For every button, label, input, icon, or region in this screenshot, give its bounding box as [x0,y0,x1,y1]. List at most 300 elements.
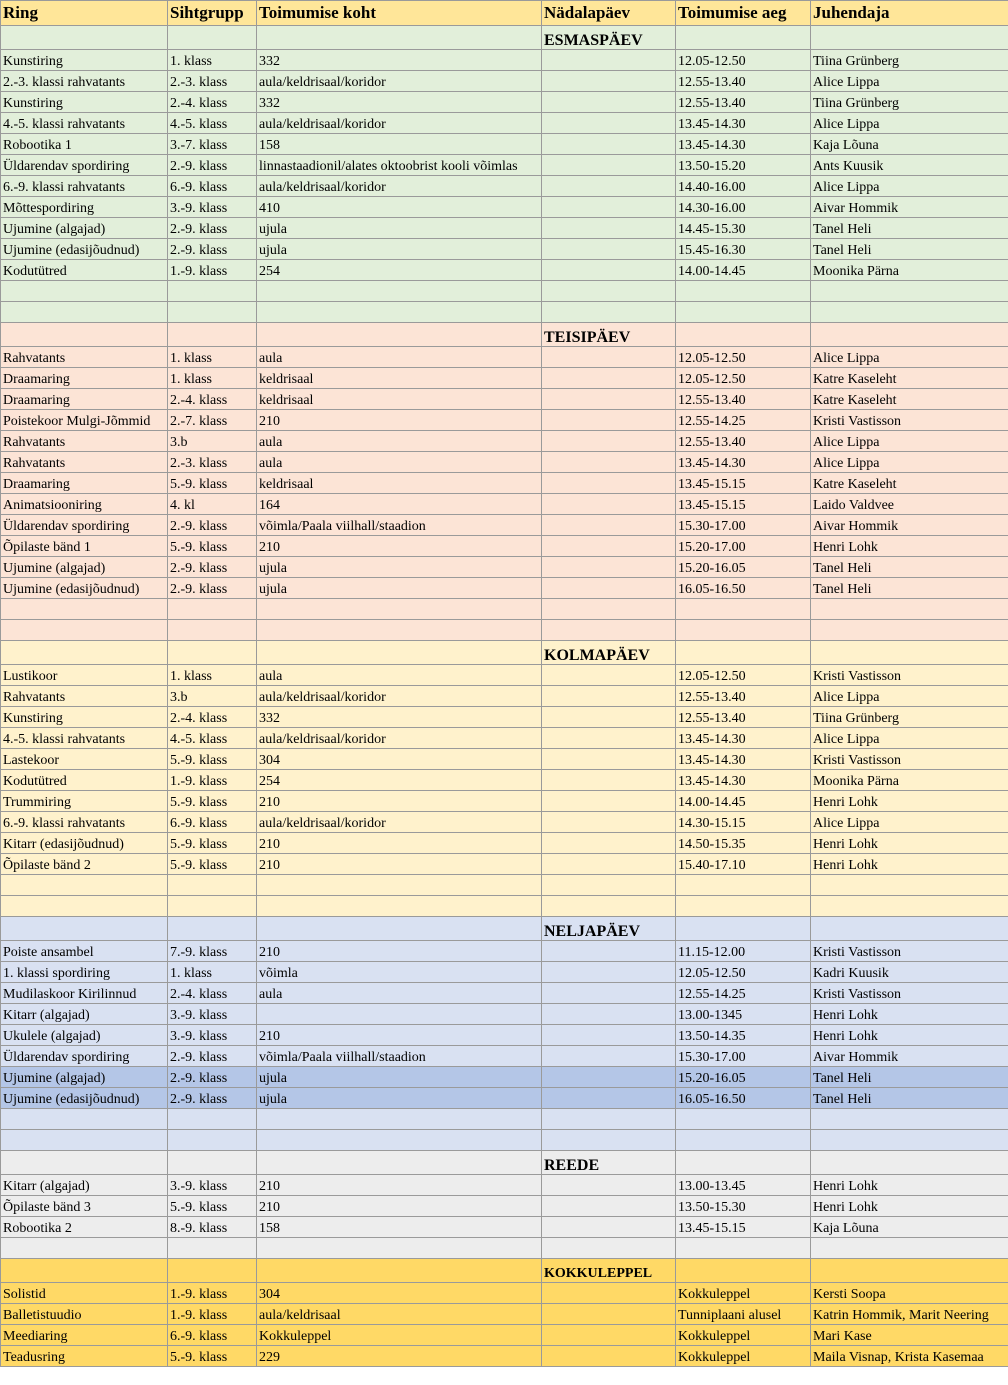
cell-toimumise-aeg: 12.05-12.50 [676,347,811,368]
cell-ring: 4.-5. klassi rahvatants [1,728,168,749]
day-name: KOLMAPÄEV [542,641,676,665]
cell-sihtgrupp: 7.-9. klass [168,941,257,962]
cell-ring: Trummiring [1,791,168,812]
table-row [1,1088,1008,1109]
cell-toimumise-koht: 304 [257,1283,542,1304]
cell-toimumise-koht: 210 [257,1025,542,1046]
day-header-row [1,1259,1008,1283]
cell-toimumise-aeg: 13.50-15.30 [676,1196,811,1217]
empty-cell [676,1151,811,1175]
cell-nadalapaev [542,1217,676,1238]
cell-toimumise-koht: keldrisaal [257,389,542,410]
cell-nadalapaev [542,1283,676,1304]
empty-cell [168,1151,257,1175]
cell-toimumise-koht: aula [257,452,542,473]
empty-cell [542,896,676,917]
cell-sihtgrupp: 1.-9. klass [168,1283,257,1304]
empty-cell [257,620,542,641]
table-row [1,1175,1008,1196]
cell-toimumise-koht: keldrisaal [257,368,542,389]
empty-cell [676,917,811,941]
header-toimumise-koht: Toimumise koht [257,1,542,26]
empty-cell [1,26,168,50]
cell-nadalapaev [542,728,676,749]
cell-sihtgrupp: 2.-3. klass [168,71,257,92]
empty-cell [811,875,1008,896]
cell-toimumise-koht: 254 [257,770,542,791]
table-row [1,536,1008,557]
day-name: ESMASPÄEV [542,26,676,50]
cell-ring: 6.-9. klassi rahvatants [1,176,168,197]
header-row [1,1,1008,26]
cell-toimumise-aeg: 13.50-14.35 [676,1025,811,1046]
empty-cell [257,323,542,347]
empty-cell [1,1109,168,1130]
cell-toimumise-koht: 332 [257,707,542,728]
cell-ring: Kunstiring [1,50,168,71]
table-row [1,1004,1008,1025]
empty-cell [811,917,1008,941]
cell-sihtgrupp: 2.-9. klass [168,239,257,260]
empty-cell [168,281,257,302]
cell-toimumise-aeg: 12.55-13.40 [676,92,811,113]
cell-nadalapaev [542,410,676,431]
empty-cell [676,641,811,665]
cell-ring: Draamaring [1,473,168,494]
cell-toimumise-koht: võimla [257,962,542,983]
cell-toimumise-koht: ujula [257,1088,542,1109]
cell-sihtgrupp: 6.-9. klass [168,1325,257,1346]
cell-sihtgrupp: 5.-9. klass [168,791,257,812]
cell-nadalapaev [542,347,676,368]
cell-sihtgrupp: 5.-9. klass [168,473,257,494]
cell-juhendaja: Mari Kase [811,1325,1008,1346]
cell-sihtgrupp: 2.-9. klass [168,557,257,578]
cell-nadalapaev [542,368,676,389]
day-name: TEISIPÄEV [542,323,676,347]
cell-nadalapaev [542,239,676,260]
cell-sihtgrupp: 3.-9. klass [168,197,257,218]
cell-nadalapaev [542,473,676,494]
cell-nadalapaev [542,536,676,557]
table-row [1,686,1008,707]
cell-sihtgrupp: 1. klass [168,50,257,71]
cell-nadalapaev [542,686,676,707]
cell-toimumise-koht: 332 [257,50,542,71]
cell-toimumise-koht: ujula [257,557,542,578]
cell-toimumise-koht: aula [257,431,542,452]
table-row [1,791,1008,812]
cell-sihtgrupp: 3.b [168,686,257,707]
cell-juhendaja: Tanel Heli [811,578,1008,599]
cell-sihtgrupp: 5.-9. klass [168,833,257,854]
cell-ring: Üldarendav spordiring [1,515,168,536]
empty-cell [1,1259,168,1283]
cell-ring: Kunstiring [1,707,168,728]
cell-nadalapaev [542,50,676,71]
cell-juhendaja: Kristi Vastisson [811,941,1008,962]
cell-ring: Kitarr (algajad) [1,1175,168,1196]
cell-toimumise-koht: ujula [257,239,542,260]
cell-juhendaja: Henri Lohk [811,536,1008,557]
cell-nadalapaev [542,1346,676,1367]
cell-juhendaja: Aivar Hommik [811,197,1008,218]
cell-juhendaja: Alice Lippa [811,812,1008,833]
cell-juhendaja: Alice Lippa [811,347,1008,368]
cell-ring: Solistid [1,1283,168,1304]
table-row [1,1067,1008,1088]
empty-cell [257,875,542,896]
table-row [1,71,1008,92]
cell-toimumise-koht: 210 [257,410,542,431]
cell-ring: Kunstiring [1,92,168,113]
cell-juhendaja: Katre Kaseleht [811,473,1008,494]
empty-cell [676,620,811,641]
cell-nadalapaev [542,854,676,875]
day-header-row [1,1151,1008,1175]
cell-ring: Teadusring [1,1346,168,1367]
cell-sihtgrupp: 1. klass [168,347,257,368]
table-row [1,1346,1008,1367]
cell-sihtgrupp: 5.-9. klass [168,536,257,557]
cell-toimumise-aeg: 12.55-14.25 [676,410,811,431]
cell-toimumise-koht: 229 [257,1346,542,1367]
cell-juhendaja: Alice Lippa [811,686,1008,707]
cell-nadalapaev [542,578,676,599]
cell-ring: Robootika 2 [1,1217,168,1238]
cell-juhendaja: Henri Lohk [811,854,1008,875]
empty-cell [168,1238,257,1259]
cell-juhendaja: Alice Lippa [811,71,1008,92]
table-row [1,983,1008,1004]
cell-sihtgrupp: 2.-4. klass [168,389,257,410]
cell-toimumise-aeg: 13.45-14.30 [676,452,811,473]
cell-toimumise-aeg: 13.45-14.30 [676,728,811,749]
table-row [1,665,1008,686]
cell-ring: Ujumine (algajad) [1,218,168,239]
empty-cell [1,917,168,941]
empty-cell [811,620,1008,641]
cell-sihtgrupp: 2.-9. klass [168,155,257,176]
empty-cell [1,1130,168,1151]
cell-toimumise-koht: aula/keldrisaal/koridor [257,71,542,92]
cell-juhendaja: Aivar Hommik [811,1046,1008,1067]
empty-cell [676,1238,811,1259]
table-row [1,770,1008,791]
cell-toimumise-koht: 210 [257,1175,542,1196]
cell-sihtgrupp: 1.-9. klass [168,770,257,791]
cell-ring: Rahvatants [1,686,168,707]
cell-toimumise-aeg: 12.05-12.50 [676,665,811,686]
cell-toimumise-koht: 158 [257,1217,542,1238]
cell-ring: Poiste ansambel [1,941,168,962]
empty-cell [811,1238,1008,1259]
cell-sihtgrupp: 5.-9. klass [168,749,257,770]
cell-nadalapaev [542,1067,676,1088]
empty-cell [168,26,257,50]
empty-row [1,620,1008,641]
table-row [1,452,1008,473]
cell-sihtgrupp: 5.-9. klass [168,854,257,875]
cell-sihtgrupp: 2.-9. klass [168,218,257,239]
cell-nadalapaev [542,1088,676,1109]
cell-juhendaja: Tanel Heli [811,218,1008,239]
table-row [1,197,1008,218]
table-row [1,833,1008,854]
empty-cell [676,599,811,620]
cell-sihtgrupp: 3.-9. klass [168,1004,257,1025]
cell-sihtgrupp: 4.-5. klass [168,728,257,749]
cell-juhendaja: Henri Lohk [811,833,1008,854]
cell-nadalapaev [542,431,676,452]
empty-cell [257,1130,542,1151]
empty-cell [257,302,542,323]
cell-toimumise-aeg: 12.05-12.50 [676,50,811,71]
cell-juhendaja: Moonika Pärna [811,260,1008,281]
cell-toimumise-koht: 210 [257,833,542,854]
table-row [1,134,1008,155]
table-row [1,1196,1008,1217]
cell-toimumise-aeg: Kokkuleppel [676,1283,811,1304]
cell-toimumise-aeg: 12.55-14.25 [676,983,811,1004]
cell-toimumise-koht: aula/keldrisaal [257,1304,542,1325]
cell-juhendaja: Alice Lippa [811,452,1008,473]
cell-nadalapaev [542,557,676,578]
header-sihtgrupp: Sihtgrupp [168,1,257,26]
cell-ring: Ujumine (edasijõudnud) [1,578,168,599]
cell-sihtgrupp: 4.-5. klass [168,113,257,134]
day-header-row [1,323,1008,347]
empty-row [1,302,1008,323]
cell-ring: Kodutütred [1,260,168,281]
cell-juhendaja: Ants Kuusik [811,155,1008,176]
empty-cell [542,1130,676,1151]
cell-toimumise-aeg: 13.00-1345 [676,1004,811,1025]
day-header-row [1,26,1008,50]
cell-toimumise-aeg: 13.45-14.30 [676,113,811,134]
cell-ring: Kitarr (algajad) [1,1004,168,1025]
table-row [1,1025,1008,1046]
cell-juhendaja: Tiina Grünberg [811,707,1008,728]
table-row [1,578,1008,599]
empty-cell [257,1151,542,1175]
empty-cell [811,26,1008,50]
cell-toimumise-koht: 304 [257,749,542,770]
table-row [1,239,1008,260]
empty-row [1,1109,1008,1130]
cell-juhendaja: Alice Lippa [811,176,1008,197]
cell-ring: Lustikoor [1,665,168,686]
cell-toimumise-koht: 210 [257,791,542,812]
cell-ring: Õpilaste bänd 2 [1,854,168,875]
cell-sihtgrupp: 2.-4. klass [168,92,257,113]
cell-toimumise-koht: aula [257,983,542,1004]
empty-cell [676,26,811,50]
cell-ring: Rahvatants [1,452,168,473]
cell-sihtgrupp: 2.-3. klass [168,452,257,473]
cell-sihtgrupp: 2.-4. klass [168,707,257,728]
empty-cell [1,599,168,620]
cell-juhendaja: Alice Lippa [811,113,1008,134]
empty-cell [811,599,1008,620]
cell-ring: Mudilaskoor Kirilinnud [1,983,168,1004]
cell-sihtgrupp: 2.-9. klass [168,1088,257,1109]
cell-juhendaja: Tanel Heli [811,557,1008,578]
table-row [1,260,1008,281]
empty-cell [811,896,1008,917]
table-row [1,473,1008,494]
cell-juhendaja: Tiina Grünberg [811,92,1008,113]
table-row [1,941,1008,962]
cell-juhendaja: Tanel Heli [811,1067,1008,1088]
cell-toimumise-koht: 254 [257,260,542,281]
cell-juhendaja: Kristi Vastisson [811,410,1008,431]
cell-sihtgrupp: 2.-9. klass [168,515,257,536]
cell-ring: 2.-3. klassi rahvatants [1,71,168,92]
empty-cell [542,1238,676,1259]
cell-juhendaja: Moonika Pärna [811,770,1008,791]
cell-sihtgrupp: 3.-7. klass [168,134,257,155]
table-row [1,749,1008,770]
empty-cell [676,302,811,323]
cell-ring: Draamaring [1,368,168,389]
empty-cell [1,896,168,917]
table-row [1,155,1008,176]
empty-cell [168,599,257,620]
cell-toimumise-koht: 164 [257,494,542,515]
empty-row [1,599,1008,620]
cell-ring: Draamaring [1,389,168,410]
cell-juhendaja: Katre Kaseleht [811,368,1008,389]
cell-nadalapaev [542,389,676,410]
cell-toimumise-koht: aula/keldrisaal/koridor [257,113,542,134]
table-row [1,1283,1008,1304]
cell-ring: Ujumine (algajad) [1,557,168,578]
cell-juhendaja: Kristi Vastisson [811,983,1008,1004]
cell-sihtgrupp: 8.-9. klass [168,1217,257,1238]
cell-toimumise-aeg: 13.50-15.20 [676,155,811,176]
table-row [1,707,1008,728]
empty-cell [811,1259,1008,1283]
cell-toimumise-aeg: 14.40-16.00 [676,176,811,197]
cell-toimumise-koht: aula/keldrisaal/koridor [257,176,542,197]
cell-toimumise-koht: võimla/Paala viilhall/staadion [257,515,542,536]
cell-nadalapaev [542,260,676,281]
cell-juhendaja: Henri Lohk [811,1025,1008,1046]
empty-cell [168,1259,257,1283]
cell-juhendaja: Henri Lohk [811,1196,1008,1217]
empty-cell [168,896,257,917]
day-header-row [1,641,1008,665]
cell-toimumise-aeg: 12.55-13.40 [676,71,811,92]
cell-sihtgrupp: 2.-7. klass [168,410,257,431]
empty-cell [257,281,542,302]
cell-toimumise-koht: aula/keldrisaal/koridor [257,728,542,749]
cell-nadalapaev [542,155,676,176]
cell-ring: Üldarendav spordiring [1,155,168,176]
cell-nadalapaev [542,1004,676,1025]
cell-sihtgrupp: 1. klass [168,665,257,686]
cell-juhendaja: Henri Lohk [811,1175,1008,1196]
empty-cell [676,281,811,302]
cell-sihtgrupp: 2.-9. klass [168,578,257,599]
cell-nadalapaev [542,941,676,962]
empty-cell [168,641,257,665]
cell-sihtgrupp: 1. klass [168,368,257,389]
header-nadalapaev: Nädalapäev [542,1,676,26]
empty-cell [676,896,811,917]
cell-sihtgrupp: 2.-4. klass [168,983,257,1004]
cell-toimumise-aeg: 12.05-12.50 [676,962,811,983]
empty-cell [811,641,1008,665]
table-row [1,962,1008,983]
cell-ring: 1. klassi spordiring [1,962,168,983]
cell-nadalapaev [542,494,676,515]
cell-sihtgrupp: 3.b [168,431,257,452]
cell-toimumise-aeg: 15.20-16.05 [676,557,811,578]
empty-row [1,1238,1008,1259]
cell-juhendaja: Katrin Hommik, Marit Neering [811,1304,1008,1325]
cell-nadalapaev [542,1175,676,1196]
cell-nadalapaev [542,770,676,791]
empty-cell [257,1109,542,1130]
table-row [1,515,1008,536]
cell-toimumise-aeg: 12.55-13.40 [676,686,811,707]
cell-toimumise-aeg: Tunniplaani alusel [676,1304,811,1325]
table-row [1,1046,1008,1067]
cell-sihtgrupp: 4. kl [168,494,257,515]
cell-nadalapaev [542,1325,676,1346]
cell-toimumise-aeg: 14.45-15.30 [676,218,811,239]
cell-nadalapaev [542,1046,676,1067]
cell-sihtgrupp: 3.-9. klass [168,1025,257,1046]
cell-juhendaja: Kersti Soopa [811,1283,1008,1304]
cell-toimumise-koht: ujula [257,218,542,239]
day-name: NELJAPÄEV [542,917,676,941]
cell-nadalapaev [542,749,676,770]
empty-cell [676,875,811,896]
cell-nadalapaev [542,812,676,833]
cell-nadalapaev [542,452,676,473]
table-row [1,494,1008,515]
cell-ring: Poistekoor Mulgi-Jõmmid [1,410,168,431]
cell-toimumise-aeg: 15.45-16.30 [676,239,811,260]
cell-juhendaja: Kaja Lõuna [811,1217,1008,1238]
empty-cell [542,599,676,620]
empty-cell [1,1151,168,1175]
empty-cell [1,281,168,302]
cell-ring: Kitarr (edasijõudnud) [1,833,168,854]
cell-juhendaja: Aivar Hommik [811,515,1008,536]
cell-toimumise-koht: 210 [257,1196,542,1217]
empty-cell [168,302,257,323]
cell-sihtgrupp: 6.-9. klass [168,812,257,833]
empty-cell [1,1238,168,1259]
empty-cell [542,875,676,896]
cell-nadalapaev [542,92,676,113]
cell-juhendaja: Kaja Lõuna [811,134,1008,155]
empty-cell [257,1259,542,1283]
cell-toimumise-aeg: 13.45-15.15 [676,1217,811,1238]
empty-cell [257,1238,542,1259]
cell-nadalapaev [542,197,676,218]
table-row [1,1304,1008,1325]
cell-juhendaja: Henri Lohk [811,791,1008,812]
empty-cell [811,281,1008,302]
table-row [1,347,1008,368]
cell-ring: Rahvatants [1,431,168,452]
cell-sihtgrupp: 2.-9. klass [168,1046,257,1067]
